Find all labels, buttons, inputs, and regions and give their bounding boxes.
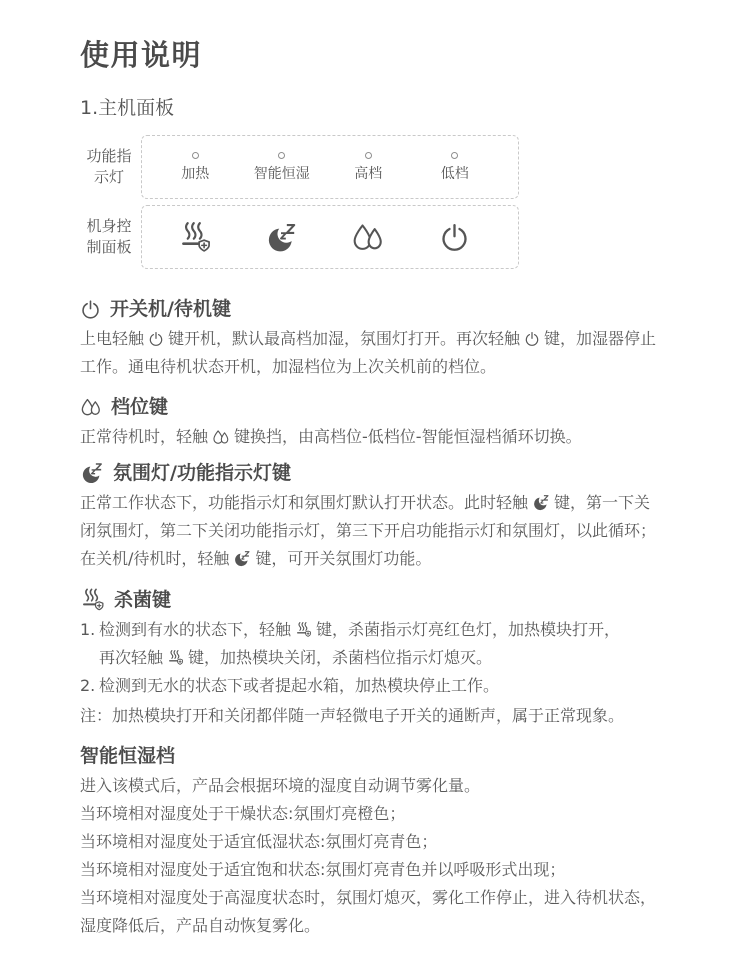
sterilize-list-item-2 xyxy=(80,672,658,700)
smart-mode-line: 当环境相对湿度处于适宜饱和状态:氛围灯亮青色并以呼吸形式出现； xyxy=(80,860,566,879)
indicator-lights-box xyxy=(141,135,519,199)
section-smart-body xyxy=(80,772,658,940)
control-button-power xyxy=(412,222,499,253)
section-sterilize-key xyxy=(80,587,658,730)
control-row-label-line2: 制面板 xyxy=(86,238,132,256)
indicator-dot-icon xyxy=(278,152,285,159)
body-text: 检测到有水的状态下，轻触 xyxy=(99,620,292,639)
indicator-label: 加热 xyxy=(181,166,210,182)
indicator-row-label-line2: 示灯 xyxy=(93,168,124,186)
section-title-text: 档位键 xyxy=(111,396,169,418)
sterilize-list-item-1 xyxy=(80,616,658,672)
body-text: 上电轻触 xyxy=(80,329,145,348)
power-icon xyxy=(80,299,101,320)
control-button-sterilize xyxy=(152,220,239,254)
list-item-text xyxy=(99,616,658,672)
body-text: 键开机，默认最高档加湿，氛围灯打开。再次轻触 xyxy=(168,329,521,348)
body-text: 正常工作状态下，功能指示灯和氛围灯默认打开状态。此时轻触 xyxy=(80,493,529,512)
ambient-light-moon-icon xyxy=(532,494,550,511)
indicator-label: 智能恒湿 xyxy=(253,166,310,182)
page-title: 使用说明 xyxy=(80,38,203,72)
control-panel-row xyxy=(80,205,658,269)
body-text: 正常待机时，轻触 xyxy=(80,427,209,446)
section-sterilize-title xyxy=(80,587,658,612)
control-row-label-line1: 机身控 xyxy=(86,217,132,235)
indicator-lights-row xyxy=(80,135,658,199)
body-text: 键换挡，由高档位-低档位-智能恒湿档循环切换。 xyxy=(234,427,582,446)
section-level-title xyxy=(80,395,658,419)
section-smart-title xyxy=(80,744,658,768)
body-text: 再次轻触 xyxy=(99,648,164,667)
body-text: 键，杀菌指示灯亮红色灯，加热模块打开， xyxy=(316,620,621,639)
section-smart-humidity-mode xyxy=(80,744,658,940)
list-number: 2. xyxy=(80,676,96,695)
ambient-light-moon-icon xyxy=(265,222,298,253)
indicator-label: 高档 xyxy=(354,166,383,182)
mist-level-drops-icon xyxy=(351,222,385,252)
smart-mode-line: 当环境相对湿度处于干燥状态:氛围灯亮橙色； xyxy=(80,804,406,823)
power-icon xyxy=(524,331,540,347)
power-icon xyxy=(439,222,470,253)
sterilize-heat-icon xyxy=(80,587,105,612)
control-button-mist-level xyxy=(325,222,412,252)
control-row-label xyxy=(80,205,138,269)
smart-mode-line: 进入该模式后，产品会根据环境的湿度自动调节雾化量。 xyxy=(80,776,481,795)
indicator-row-label xyxy=(80,135,138,199)
indicator-light-high xyxy=(325,152,412,182)
section-sterilize-body xyxy=(80,616,658,730)
subsection-label: 1.主机面板 xyxy=(80,97,175,119)
indicator-dot-icon xyxy=(365,152,372,159)
smart-mode-line: 湿度降低后，产品自动恢复雾化。 xyxy=(80,916,321,935)
indicator-dot-icon xyxy=(451,152,458,159)
sterilize-heat-icon xyxy=(295,621,312,638)
indicator-light-heat xyxy=(152,152,239,182)
section-power-title xyxy=(80,297,658,321)
section-ambient-title xyxy=(80,461,658,485)
ambient-light-moon-icon xyxy=(80,462,104,484)
section-title-text: 氛围灯/功能指示灯键 xyxy=(113,462,291,484)
list-number: 1. xyxy=(80,620,96,639)
body-text: 键，加湿器停止工作。通电待机状态开机，加湿档位为上次关机前的档位。 xyxy=(80,329,657,376)
indicator-light-low xyxy=(412,152,499,182)
mist-level-drops-icon xyxy=(212,429,230,445)
sterilize-note: 注：加热模块打开和关闭都伴随一声轻微电子开关的通断声，属于正常现象。 xyxy=(80,706,625,725)
section-title-text: 杀菌键 xyxy=(114,588,172,611)
sterilize-heat-icon xyxy=(178,220,212,254)
section-mist-level-key xyxy=(80,395,658,451)
section-power-body xyxy=(80,325,658,381)
section-title-text: 开关机/待机键 xyxy=(110,298,231,320)
section-ambient-light-key xyxy=(80,461,658,573)
indicator-label: 低档 xyxy=(440,166,469,182)
ambient-light-moon-icon xyxy=(233,550,251,567)
indicator-dot-icon xyxy=(192,152,199,159)
control-panel-box xyxy=(141,205,519,269)
control-button-ambient-light xyxy=(239,222,326,253)
mist-level-drops-icon xyxy=(80,397,102,417)
panel-diagram xyxy=(80,135,658,269)
list-item-line xyxy=(99,616,658,644)
power-icon xyxy=(148,331,164,347)
smart-mode-line: 当环境相对湿度处于高湿度状态时，氛围灯熄灭，雾化工作停止，进入待机状态， xyxy=(80,888,657,907)
section-power-key xyxy=(80,297,658,381)
indicator-light-smart-humidity xyxy=(239,152,326,182)
list-item-text: 检测到无水的状态下或者提起水箱，加热模块停止工作。 xyxy=(99,676,500,695)
indicator-row-label-line1: 功能指 xyxy=(86,147,132,165)
sterilize-heat-icon xyxy=(167,649,184,666)
section-level-body xyxy=(80,423,658,451)
body-text: 键，加热模块关闭，杀菌档位指示灯熄灭。 xyxy=(188,648,493,667)
smart-mode-line: 当环境相对湿度处于适宜低湿状态:氛围灯亮青色； xyxy=(80,832,438,851)
section-title-text: 智能恒湿档 xyxy=(80,745,176,767)
body-text: 键，第一下关闭氛围灯，第二下关闭功能指示灯，第三下开启功能指示灯和氛围灯，以此循环；在关机/待机时，轻触 xyxy=(80,493,657,568)
list-item-line xyxy=(99,644,658,672)
body-text: 键，可开关氛围灯功能。 xyxy=(255,549,432,568)
section-ambient-body xyxy=(80,489,658,573)
